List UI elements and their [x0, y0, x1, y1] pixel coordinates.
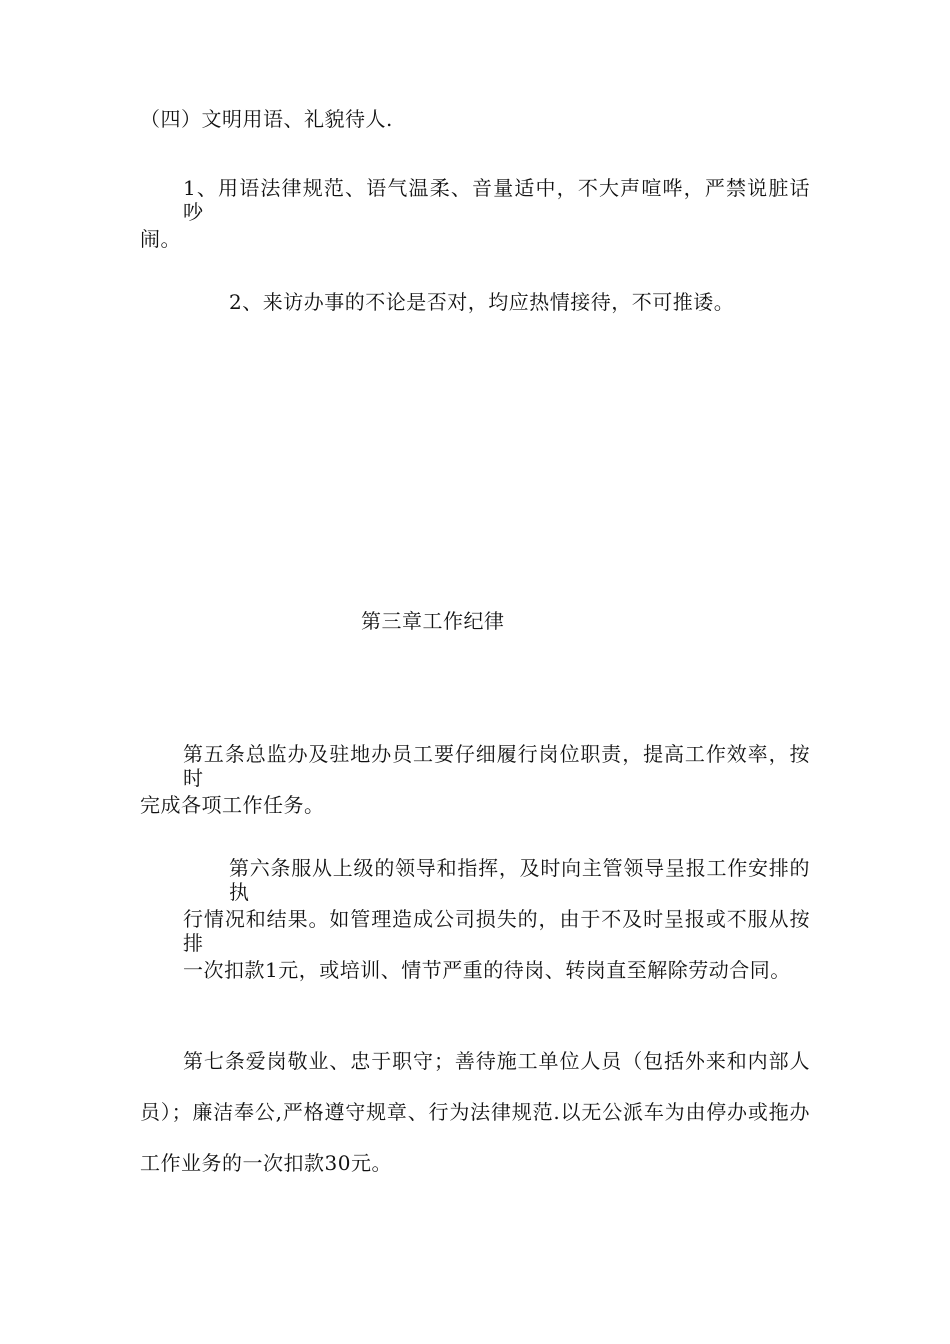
- article-5-line-1: 第五条总监办及驻地办员工要仔细履行岗位职责，提高工作效率，按时: [183, 742, 810, 790]
- article-6-line-2: 行情况和结果。如管理造成公司损失的，由于不及时呈报或不服从按排: [183, 907, 810, 955]
- article-6-line-3: 一次扣款1元，或培训、情节严重的待岗、转岗直至解除劳动合同。: [183, 958, 791, 982]
- article-7-line-1: 第七条爱岗敬业、忠于职守；善待施工单位人员（包括外来和内部人: [183, 1049, 810, 1073]
- article-7-line-2: 员）；廉洁奉公,严格遵守规章、行为法律规范.以无公派车为由停办或拖办: [140, 1100, 810, 1124]
- chapter-title: 第三章工作纪律: [361, 609, 505, 633]
- section-heading: （四）文明用语、礼貌待人.: [140, 107, 393, 131]
- article-6-line-1: 第六条服从上级的领导和指挥，及时向主管领导呈报工作安排的执: [229, 856, 810, 904]
- article-7-line-3: 工作业务的一次扣款30元。: [140, 1151, 392, 1175]
- article-5-line-2: 完成各项工作任务。: [140, 793, 325, 817]
- item-2: 2、来访办事的不论是否对，均应热情接待，不可推诿。: [229, 290, 735, 314]
- item-1-line-1: 1、用语法律规范、语气温柔、音量适中，不大声喧哗，严禁说脏话吵: [183, 176, 810, 224]
- item-1-line-2: 闹。: [140, 227, 181, 251]
